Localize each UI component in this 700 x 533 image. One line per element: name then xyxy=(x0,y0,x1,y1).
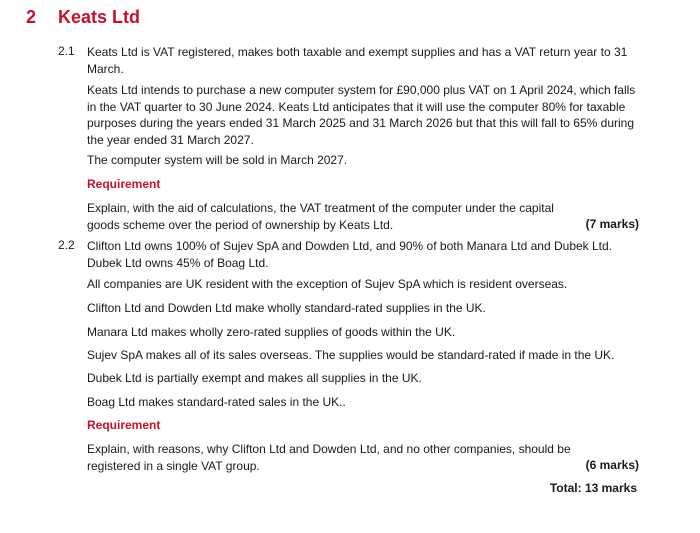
s1-paragraph-1: Keats Ltd is VAT registered, makes both taxable and exempt supplies and has a VAT return year to 31 March. xyxy=(87,45,628,76)
s2-paragraph-5: Sujev SpA makes all of its sales overseas. The supplies would be standard-rated if made in the UK. xyxy=(87,348,615,362)
s2-paragraph-2: All companies are UK resident with the exception of Sujev SpA which is resident overseas. xyxy=(87,277,568,291)
total-marks: Total: 13 marks xyxy=(549,481,637,495)
s2-paragraph-1: Clifton Ltd owns 100% of Sujev SpA and Dowden Ltd, and 90% of both Manara Ltd and Dubek Ltd. Dubek Ltd owns 45% of Boag Ltd. xyxy=(87,239,613,270)
question-heading xyxy=(26,7,140,28)
s1-paragraph-3: The computer system will be sold in March 2027. xyxy=(87,153,348,167)
s2-paragraph-6: Dubek Ltd is partially exempt and makes all supplies in the UK. xyxy=(87,371,422,385)
subquestion-number-2-2: 2.2 xyxy=(58,238,75,252)
s2-paragraph-7: Boag Ltd makes standard-rated sales in the UK.. xyxy=(87,395,346,409)
s2-paragraph-3: Clifton Ltd and Dowden Ltd make wholly standard-rated supplies in the UK. xyxy=(87,301,486,315)
subquestion-number-2-1: 2.1 xyxy=(58,44,75,58)
s1-marks: (7 marks) xyxy=(585,217,639,231)
s2-requirement-label: Requirement xyxy=(87,418,161,432)
s1-requirement xyxy=(87,200,639,233)
s2-requirement xyxy=(87,441,639,474)
s2-paragraph-4: Manara Ltd makes wholly zero-rated supplies of goods within the UK. xyxy=(87,325,456,339)
s2-marks: (6 marks) xyxy=(585,458,639,472)
s1-requirement-label: Requirement xyxy=(87,177,161,191)
question-title: Keats Ltd xyxy=(58,7,141,27)
question-number: 2 xyxy=(26,7,37,27)
s1-paragraph-2: Keats Ltd intends to purchase a new computer system for £90,000 plus VAT on 1 April 2024, which falls in the VAT quarter to 30 June 2024. Keats Ltd anticipates that it will use the computer 80% for taxable purposes during the years ended 31 March 2025 and 31 March 2026 but that this will fall to 65% during the year ended 31 March 2027. xyxy=(87,83,636,147)
s2-requirement-text: Explain, with reasons, why Clifton Ltd and Dowden Ltd, and no other companies, should be registered in a single VAT group. xyxy=(87,442,571,473)
s1-requirement-text: Explain, with the aid of calculations, the VAT treatment of the computer under the capital goods scheme over the period of ownership by Keats Ltd. xyxy=(87,201,554,232)
